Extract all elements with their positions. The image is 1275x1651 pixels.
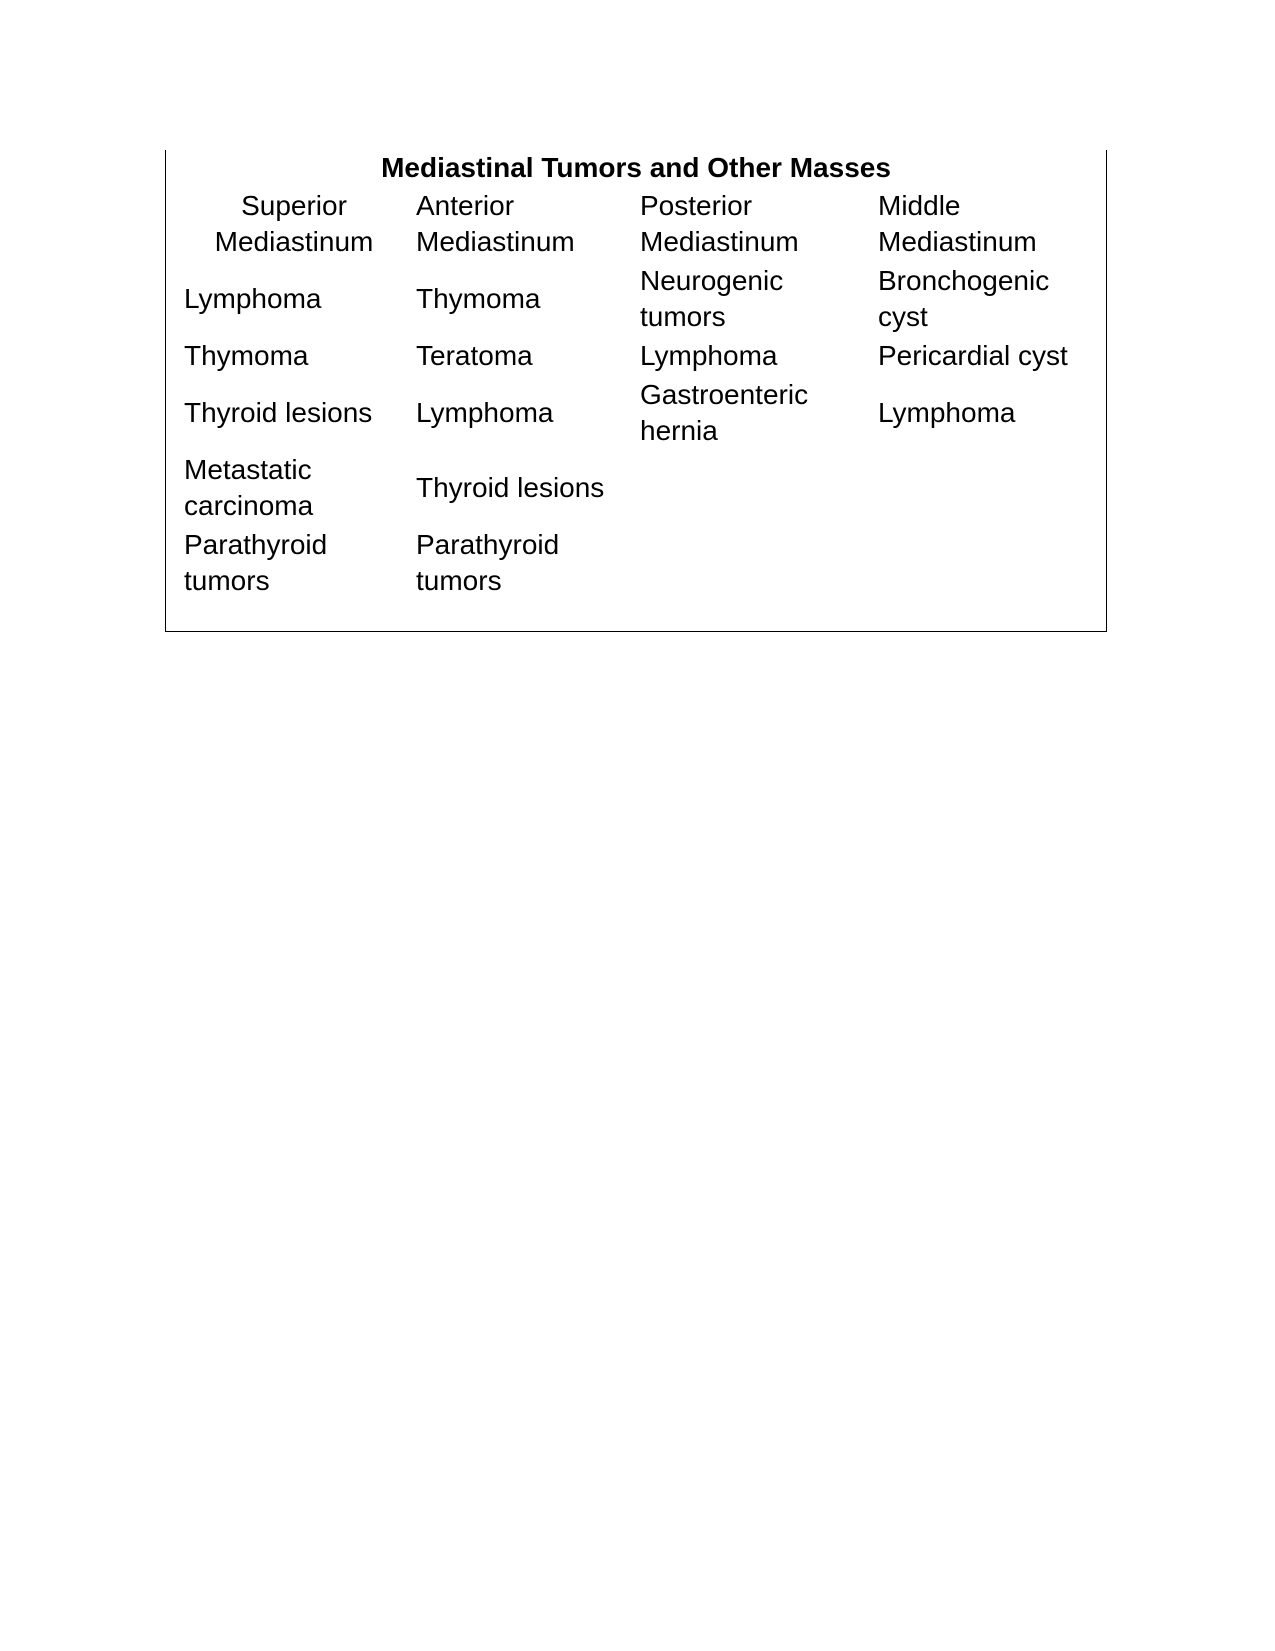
column-header-anterior: Anterior Mediastinum (416, 190, 575, 257)
column-header-middle: Middle Mediastinum (878, 190, 1037, 257)
table-frame (165, 150, 1107, 632)
mediastinal-masses-table (178, 186, 1098, 600)
table-cell: Thyroid lesions (184, 397, 373, 428)
table-cell: Lymphoma (878, 397, 1016, 428)
table-cell: Lymphoma (416, 397, 554, 428)
table-cell: Thymoma (416, 283, 541, 314)
table-row (178, 262, 1098, 336)
table-header-row (178, 186, 1098, 262)
table-row (178, 450, 1098, 526)
table-cell: Metastatic carcinoma (184, 454, 314, 521)
table-cell: Neurogenic tumors (640, 265, 784, 332)
table-cell: Thymoma (184, 340, 309, 371)
table-cell (634, 526, 872, 600)
table-cell: Parathyroid tumors (184, 529, 328, 596)
table-cell: Teratoma (416, 340, 533, 371)
table-cell: Thyroid lesions (416, 472, 605, 503)
table-cell: Lymphoma (640, 340, 778, 371)
table-cell: Pericardial cyst (878, 340, 1068, 371)
table-cell: Parathyroid tumors (416, 529, 560, 596)
table-cell: Bronchogenic cyst (878, 265, 1050, 332)
table-row (178, 526, 1098, 600)
table-row (178, 336, 1098, 376)
table-cell (872, 450, 1098, 526)
column-header-superior: Superior Mediastinum (214, 190, 374, 257)
table-row (178, 376, 1098, 450)
column-header-posterior: Posterior Mediastinum (640, 190, 799, 257)
table-cell (872, 526, 1098, 600)
table-title: Mediastinal Tumors and Other Masses (381, 152, 891, 183)
table-cell: Gastroenteric hernia (640, 379, 809, 446)
table-cell (634, 450, 872, 526)
table-cell: Lymphoma (184, 283, 322, 314)
